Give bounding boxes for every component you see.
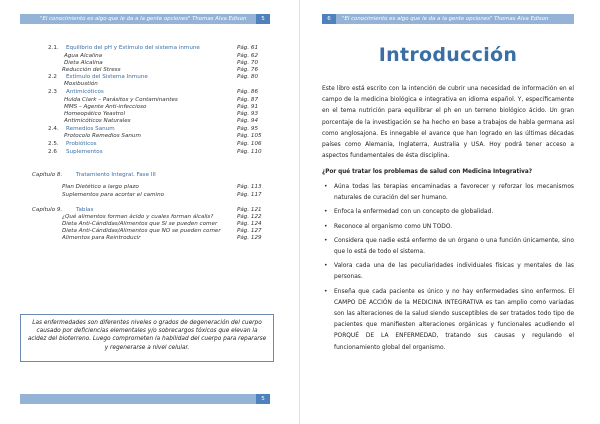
toc-page: Pág. 93 — [237, 111, 259, 117]
toc-title: Estímulo del Sistema Inmune — [66, 74, 148, 80]
footer-bar-left — [20, 394, 270, 404]
toc-title: MMS – Agente Anti-infeccioso — [64, 104, 147, 110]
bullet-icon: • — [324, 288, 328, 295]
toc-page: Pág. 124 — [237, 221, 262, 227]
bullet-icon: • — [324, 237, 328, 244]
toc-title: Remedios Sanum — [66, 126, 115, 132]
toc-page: Pág. 113 — [237, 184, 262, 190]
list-item-text: Reconoce al organismo como UN TODO. — [334, 223, 453, 230]
list-item — [322, 236, 574, 258]
toc-page: Pág. 129 — [237, 235, 262, 241]
bullet-icon: • — [324, 184, 328, 190]
toc-code: 2.6 — [48, 149, 57, 155]
toc-title: Suplementos para acortar el camino — [62, 192, 165, 198]
list-item — [322, 207, 574, 218]
list-item — [322, 261, 574, 283]
toc-title: Dieta Anti-Cándidas/Alimentos que NO se pueden comer — [62, 228, 221, 234]
toc-code: 2.3 — [48, 89, 57, 95]
footer-page-number: 5 — [256, 394, 270, 404]
toc-title: Antimicóticos — [66, 89, 104, 95]
header-quote-left: "El conocimiento es algo que le da a la gente opciones" Thomas Alva Edison — [40, 16, 247, 22]
list-item-text: Enfoca la enfermedad con un concepto de globalidad. — [334, 209, 494, 216]
toc-code: 2.5. — [48, 141, 59, 147]
toc-code: 2.4. — [48, 126, 59, 132]
list-item-text: Valora cada una de las peculiaridades individuales físicas y mentales de las personas. — [334, 263, 574, 281]
quote-box: Las enfermedades son diferentes niveles o grados de degeneración del cuerpo causado por deficiencias elementales y/o sobrecargos tóxicos que elevan la acidez del bioterreno. Luego comprometen la habilidad del cuerpo para repararse y regenerarse a nivel celular. — [20, 314, 274, 362]
toc-title: Probióticos — [66, 141, 97, 147]
bullet-icon: • — [324, 223, 328, 230]
right-page — [300, 0, 600, 424]
benefits-list — [322, 182, 574, 357]
toc-page: Pág. 91 — [237, 104, 259, 110]
toc-title: Equilibrio del pH y Estímulo del sistema inmune — [66, 45, 200, 51]
list-item-text: Enseña que cada paciente es único y no hay enfermedades sino enfermos. El CAMPO DE ACCIÓN de la MEDICINA INTEGRATIVA es tan amplio como variadas son las alteraciones de la salud siendo susceptibles de ser tratados todo tipo de pacientes que manifiesten alteraciones orgánicas y funcionales acudiendo el PORQUÉ DE LA ENFERMEDAD, tratando sus causas y regulando el funcionamiento global del organismo. — [334, 288, 574, 351]
toc-title: Suplementos — [66, 149, 103, 155]
list-item-text: Aúna todas las terapias encaminadas a favorecer y reforzar los mecanismos naturales de curación del ser humano. — [334, 184, 574, 202]
page-number-left: 5 — [256, 14, 270, 24]
toc-title: Hulda Clark – Parásitos y Contaminantes — [64, 97, 178, 103]
toc-title: Homeopático Yeastrol — [64, 111, 125, 117]
toc-title: Dieta Alcalina — [64, 60, 103, 66]
toc-code: Capítulo 8. — [32, 172, 63, 178]
toc-page: Pág. 110 — [237, 149, 262, 155]
toc-page: Pág. 86 — [237, 89, 259, 95]
toc-code: Capítulo 9. — [32, 207, 63, 213]
toc-page: Pág. 70 — [237, 60, 259, 66]
list-item — [322, 222, 574, 233]
toc-title: Plan Dietético a largo plazo — [62, 184, 139, 190]
page-title: Introducción — [378, 44, 518, 66]
toc-title: Antimicóticos Naturales — [64, 118, 131, 124]
toc-code: 2.2 — [48, 74, 57, 80]
bullet-icon: • — [324, 209, 328, 216]
toc-page: Pág. 62 — [237, 53, 259, 59]
bullet-icon: • — [324, 263, 328, 270]
toc-code: 2.1. — [48, 45, 59, 51]
list-item — [322, 182, 574, 204]
toc-page: Pág. 105 — [237, 133, 262, 139]
page-number-right: 6 — [322, 14, 336, 24]
toc-page: Pág. 80 — [237, 74, 259, 80]
header-bar-right — [322, 14, 574, 24]
toc-page: Pág. 94 — [237, 118, 259, 124]
toc-page: Pág. 122 — [237, 214, 262, 220]
intro-paragraph: Este libro está escrito con la intención de cubrir una necesidad de información en el campo de la medicina biológica e integrativa en idioma español. Y, específicamente en el tema nutrición para equilibrar el ph en un terreno biológico ácido. Un gran porcentaje de la investigación se ha hecho en base a trabajos de habla germana así como anglosajona. Es innegable el avance que han logrado en las últimas décadas países como Alemania, Inglaterra, Australia y USA. Hoy podrá tener acceso a aspectos fundamentales de ésta disciplina. — [322, 86, 574, 160]
toc-page: Pág. 76 — [237, 67, 259, 73]
toc-page: Pág. 106 — [237, 141, 262, 147]
toc-page: Pág. 117 — [237, 192, 262, 198]
toc-title: Dieta Anti-Cándidas/Alimentos que SI se pueden comer — [62, 221, 218, 227]
toc-page: Pág. 87 — [237, 97, 259, 103]
section-subheading: ¿Por qué tratar los problemas de salud con Medicina Integrativa? — [322, 169, 533, 175]
list-item — [322, 287, 574, 354]
toc-page: Pág. 61 — [237, 45, 259, 51]
toc-title: Moxibustión — [64, 81, 98, 87]
toc-page: Pág. 95 — [237, 126, 259, 132]
toc-title: Tratamiento Integral. Fase III — [76, 172, 156, 178]
toc-title: Agua Alcalina — [64, 53, 103, 59]
toc-title: ¿Qué alimentos forman ácido y cuales forman álcalis? — [62, 214, 214, 220]
toc-page: Pág. 121 — [237, 207, 262, 213]
header-quote-right: "El conocimiento es algo que le da a la gente opciones" Thomas Alva Edison — [342, 16, 549, 22]
toc-title: Protocolo Remedios Sanum — [64, 133, 141, 139]
toc-title: Tablas — [76, 207, 94, 213]
toc-title: Alimentos para Reintroducir — [62, 235, 141, 241]
toc-title: Reducción del Stress — [62, 67, 121, 73]
list-item-text: Considera que nadie está enfermo de un órgano o una función únicamente, sino que lo está de todo el sistema. — [334, 237, 574, 256]
toc-page: Pág. 127 — [237, 228, 262, 234]
